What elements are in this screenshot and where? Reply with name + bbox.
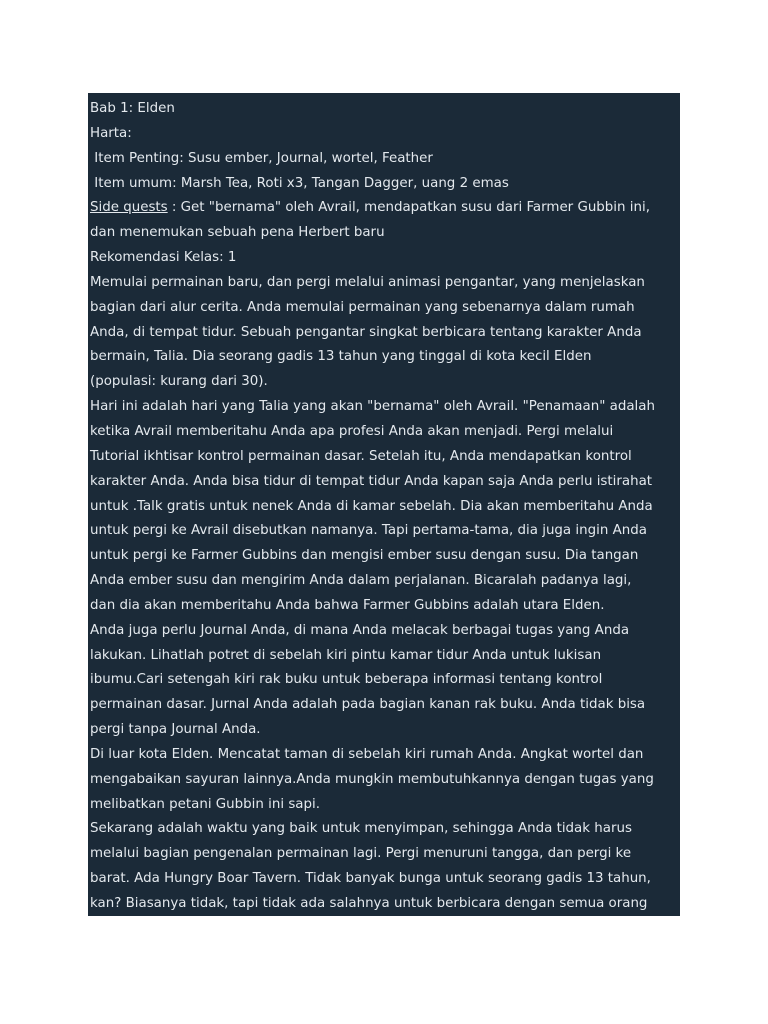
body-text-line: ketika Avrail memberitahu Anda apa profesi Anda akan menjadi. Pergi melalui — [90, 423, 614, 439]
important-items — [90, 147, 680, 172]
body-text-line: dan dia akan memberitahu Anda bahwa Farmer Gubbins adalah utara Elden. — [90, 597, 605, 613]
side-quests-link[interactable]: Side quests — [90, 200, 168, 216]
side-quests-line — [90, 196, 680, 221]
common-items — [90, 172, 680, 197]
body-text-line: melalui bagian pengenalan permainan lagi. Pergi menuruni tangga, dan pergi ke — [90, 846, 632, 862]
body-text-line: Hari ini adalah hari yang Talia yang akan "bernama" oleh Avrail. "Penamaan" adalah — [90, 399, 655, 415]
side-quests-text-continued: dan menemukan sebuah pena Herbert baru — [90, 225, 385, 241]
body-text-line: Anda, di tempat tidur. Sebuah pengantar singkat berbicara tentang karakter Anda — [90, 324, 642, 340]
body-text-line: mengabaikan sayuran lainnya.Anda mungkin membutuhkannya dengan tugas yang — [90, 771, 654, 787]
recommended-class: Rekomendasi Kelas: 1 — [90, 250, 237, 266]
side-quests-text: : Get "bernama" oleh Avrail, mendapatkan susu dari Farmer Gubbin ini, — [167, 200, 650, 216]
body-text-line: untuk pergi ke Farmer Gubbins dan mengisi ember susu dengan susu. Dia tangan — [90, 548, 639, 564]
treasure-label: Harta: — [90, 125, 132, 141]
body-text-line: Memulai permainan baru, dan pergi melalui animasi pengantar, yang menjelaskan — [90, 274, 645, 290]
body-text-line: bermain, Talia. Dia seorang gadis 13 tahun yang tinggal di kota kecil Elden — [90, 349, 592, 365]
body-text-line: Anda ember susu dan mengirim Anda dalam perjalanan. Bicaralah padanya lagi, — [90, 573, 632, 589]
body-text-line: untuk .Talk gratis untuk nenek Anda di kamar sebelah. Dia akan memberitahu Anda — [90, 498, 653, 514]
body-text-line: ibumu.Cari setengah kiri rak buku untuk beberapa informasi tentang kontrol — [90, 672, 603, 688]
body-text-line: Di luar kota Elden. Mencatat taman di sebelah kiri rumah Anda. Angkat wortel dan — [90, 746, 644, 762]
body-text-line: permainan dasar. Jurnal Anda adalah pada bagian kanan rak buku. Anda tidak bisa — [90, 697, 646, 713]
body-text-line: Tutorial ikhtisar kontrol permainan dasar. Setelah itu, Anda mendapatkan kontrol — [90, 448, 632, 464]
body-text-line: karakter Anda. Anda bisa tidur di tempat tidur Anda kapan saja Anda perlu istirahat — [90, 473, 653, 489]
body-text-line: Anda juga perlu Journal Anda, di mana Anda melacak berbagai tugas yang Anda — [90, 622, 630, 638]
body-paragraphs — [90, 271, 680, 916]
body-text-line: lakukan. Lihatlah potret di sebelah kiri pintu kamar tidur Anda untuk lukisan — [90, 647, 602, 663]
body-text-line: barat. Ada Hungry Boar Tavern. Tidak banyak bunga untuk seorang gadis 13 tahun, — [90, 871, 651, 887]
body-text-line: untuk pergi ke Avrail disebutkan namanya. Tapi pertama-tama, dia juga ingin Anda — [90, 523, 647, 539]
body-text-line: kan? Biasanya tidak, tapi tidak ada salahnya untuk berbicara dengan semua orang — [90, 896, 648, 911]
body-text-line: melibatkan petani Gubbin ini sapi. — [90, 796, 320, 812]
document-text — [88, 93, 680, 916]
important-items-text: Item Penting: Susu ember, Journal, wortel, Feather — [94, 150, 433, 166]
chapter-title: Bab 1: Elden — [90, 101, 175, 116]
body-text-line: bagian dari alur cerita. Anda memulai permainan yang sebenarnya dalam rumah — [90, 299, 635, 315]
body-text-line: Sekarang adalah waktu yang baik untuk menyimpan, sehingga Anda tidak harus — [90, 821, 632, 837]
document-panel — [88, 93, 680, 916]
body-text-line: pergi tanpa Journal Anda. — [90, 722, 261, 738]
common-items-text: Item umum: Marsh Tea, Roti x3, Tangan Dagger, uang 2 emas — [94, 175, 509, 191]
body-text-line: (populasi: kurang dari 30). — [90, 374, 268, 390]
